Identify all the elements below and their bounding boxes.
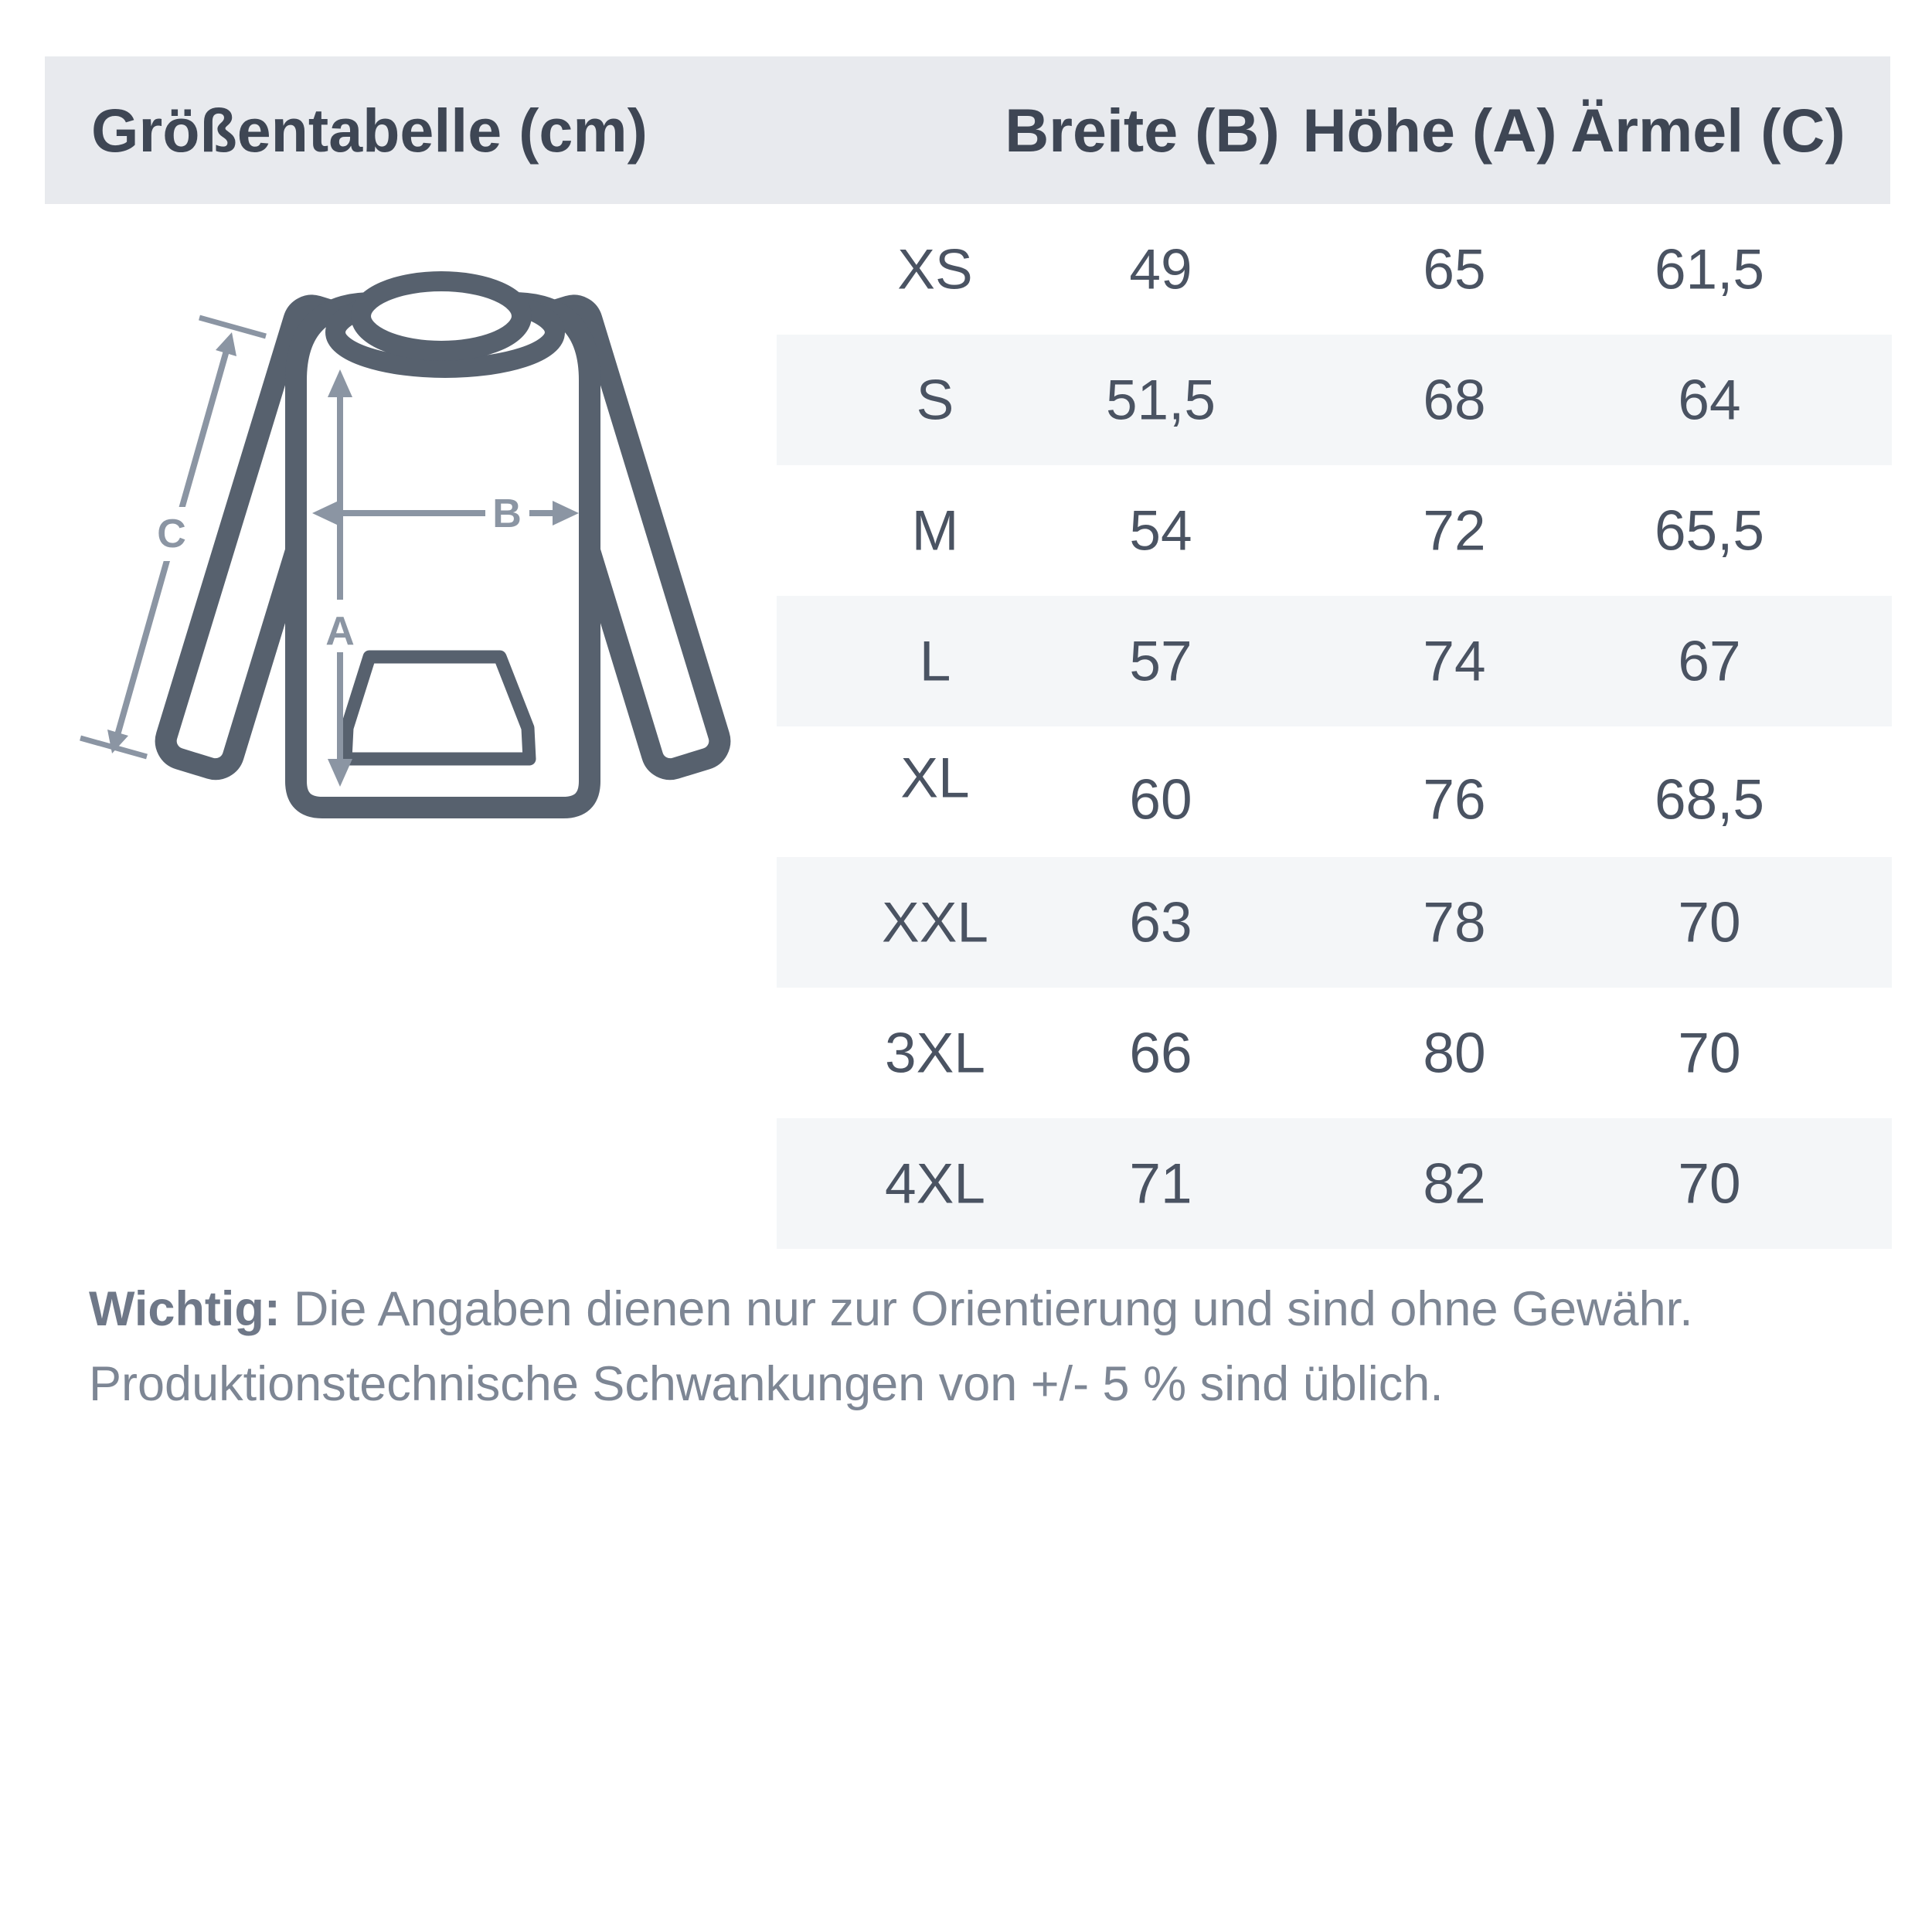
label-a: A bbox=[325, 609, 355, 654]
size-label-cell: XXL bbox=[882, 891, 988, 954]
disclaimer-line-1 bbox=[89, 1272, 1889, 1347]
table-row-s bbox=[777, 335, 1892, 465]
label-b: B bbox=[492, 492, 522, 536]
size-label-cell: S bbox=[916, 369, 954, 431]
aermel-value-cell: 70 bbox=[1678, 1022, 1741, 1084]
table-row-xxl bbox=[777, 857, 1892, 988]
size-label-cell: XS bbox=[897, 238, 973, 301]
aermel-value-cell: 65,5 bbox=[1654, 499, 1765, 562]
table-row-4xl bbox=[777, 1118, 1892, 1249]
hoodie-hood-inner bbox=[361, 281, 522, 351]
label-c: C bbox=[157, 512, 186, 556]
size-label-cell: 3XL bbox=[885, 1022, 985, 1084]
breite-value-cell: 51,5 bbox=[1105, 369, 1216, 431]
hoehe-value-cell: 68 bbox=[1423, 369, 1486, 431]
hoehe-value-cell: 74 bbox=[1423, 630, 1486, 692]
arrowhead-c-up bbox=[216, 332, 236, 356]
breite-value-cell: 63 bbox=[1129, 891, 1192, 954]
breite-value-cell: 66 bbox=[1129, 1022, 1192, 1084]
size-label-cell: L bbox=[919, 630, 951, 692]
breite-value-cell: 60 bbox=[1129, 768, 1192, 831]
hoehe-value-cell: 78 bbox=[1423, 891, 1486, 954]
size-table bbox=[777, 204, 1892, 1249]
disclaimer-note bbox=[89, 1272, 1889, 1422]
aermel-value-cell: 70 bbox=[1678, 1152, 1741, 1215]
column-header-breite: Breite (B) bbox=[1005, 95, 1280, 165]
hoehe-value-cell: 80 bbox=[1423, 1022, 1486, 1084]
table-row-3xl bbox=[777, 988, 1892, 1118]
table-row-m bbox=[777, 465, 1892, 596]
breite-value-cell: 71 bbox=[1129, 1152, 1192, 1215]
aermel-value-cell: 68,5 bbox=[1654, 768, 1765, 831]
aermel-value-cell: 67 bbox=[1678, 630, 1741, 692]
breite-value-cell: 49 bbox=[1129, 238, 1192, 301]
page-title: Größentabelle (cm) bbox=[91, 95, 648, 165]
disclaimer-bold-prefix: Wichtig: bbox=[89, 1282, 281, 1336]
hoodie-measurement-diagram bbox=[73, 255, 753, 866]
size-label-cell: XL bbox=[900, 747, 970, 809]
hoehe-value-cell: 76 bbox=[1423, 768, 1486, 831]
hoehe-value-cell: 82 bbox=[1423, 1152, 1486, 1215]
disclaimer-line-2: Produktionstechnische Schwankungen von +/- 5 % sind üblich. bbox=[89, 1357, 1444, 1411]
header-bar bbox=[45, 56, 1890, 204]
aermel-value-cell: 70 bbox=[1678, 891, 1741, 954]
aermel-value-cell: 64 bbox=[1678, 369, 1741, 431]
measure-endcap-c-top bbox=[199, 318, 266, 336]
table-row-xs bbox=[777, 204, 1892, 335]
column-header-hoehe: Höhe (A) bbox=[1302, 95, 1557, 165]
table-row-xl bbox=[777, 726, 1892, 857]
disclaimer-text-1: Die Angaben dienen nur zur Orientierung und sind ohne Gewähr. bbox=[293, 1282, 1693, 1336]
hoehe-value-cell: 72 bbox=[1423, 499, 1486, 562]
size-label-cell: M bbox=[911, 499, 959, 562]
breite-value-cell: 54 bbox=[1129, 499, 1192, 562]
hoodie-pocket bbox=[345, 657, 529, 759]
table-row-l bbox=[777, 596, 1892, 726]
hoehe-value-cell: 65 bbox=[1423, 238, 1486, 301]
column-header-aermel: Ärmel (C) bbox=[1570, 95, 1845, 165]
size-label-cell: 4XL bbox=[885, 1152, 985, 1215]
aermel-value-cell: 61,5 bbox=[1654, 238, 1765, 301]
breite-value-cell: 57 bbox=[1129, 630, 1192, 692]
